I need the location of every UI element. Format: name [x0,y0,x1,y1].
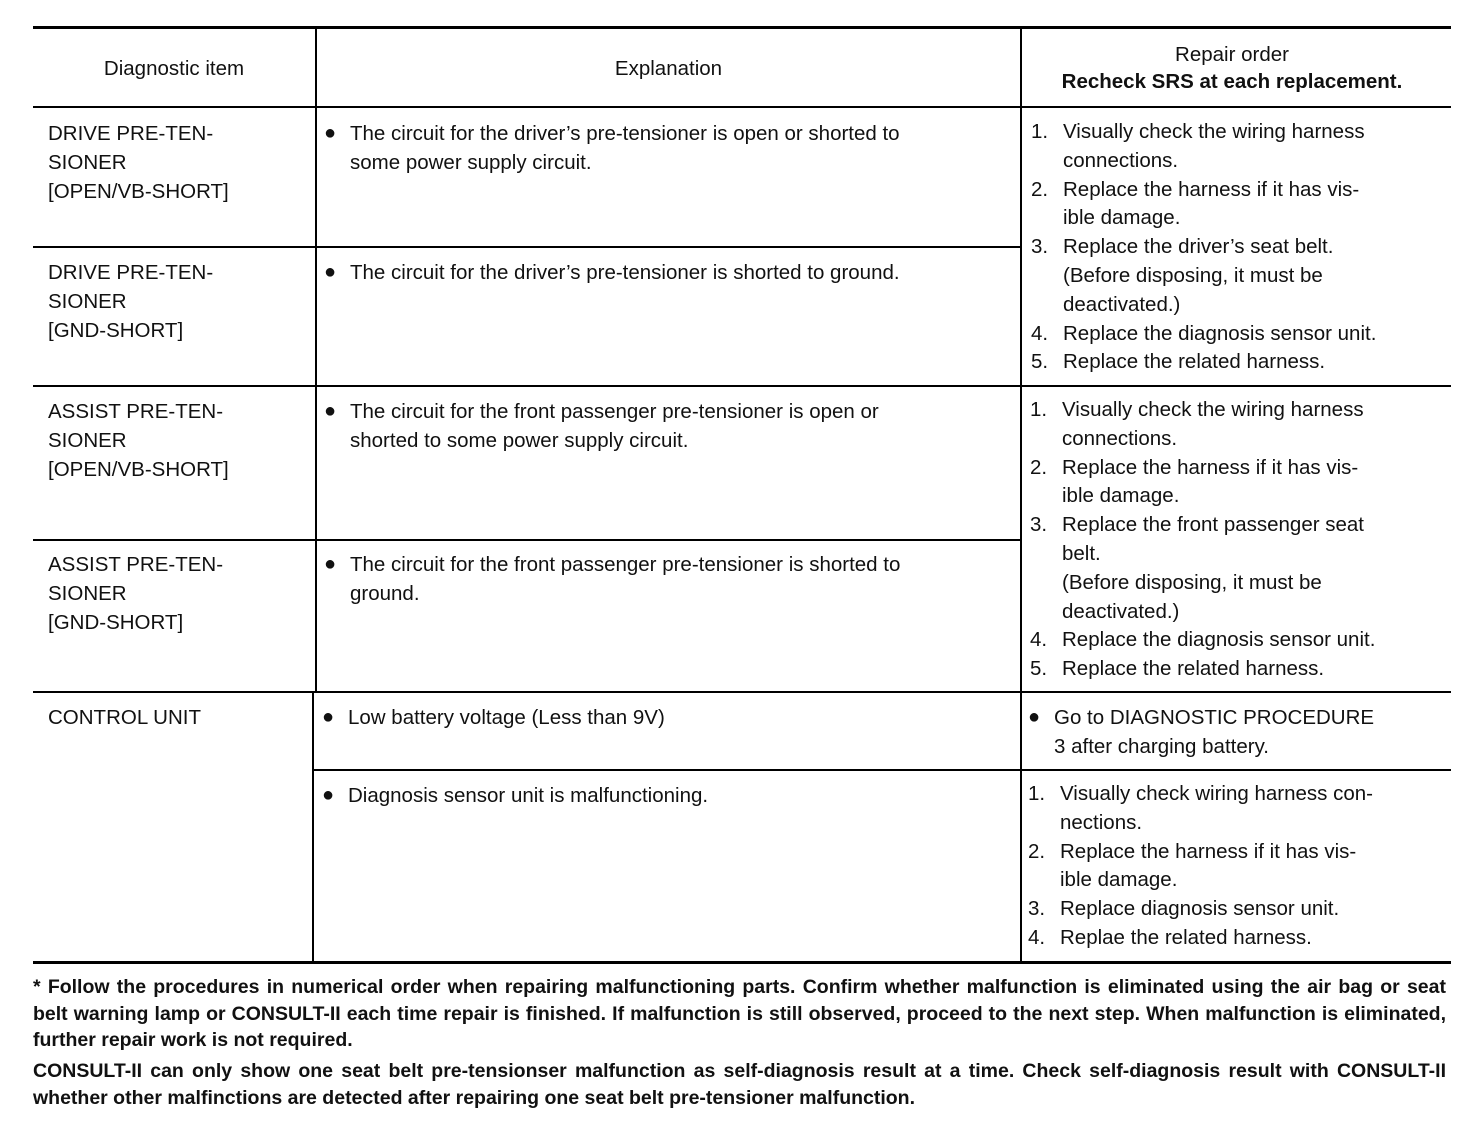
bullet-icon: ● [324,261,337,283]
row3-explanation-text: The circuit for the front passenger pre-tensioner is open or shorted to some power supply circuit. [350,400,879,452]
list-item: 3. Replace the front passenger seat belt. (Before disposing, it must be deactivated.) [1030,513,1364,623]
group2-bottom-rule [33,691,1451,693]
repair-battery-text: Go to DIAGNOSTIC PROCEDURE 3 after charging battery. [1054,706,1375,758]
header-diagnostic-item [33,55,315,82]
bullet-icon: ● [324,122,337,144]
list-item: 5. Replace the related harness. [1030,657,1325,681]
header-col3-subtitle: Recheck SRS at each replacement. [1061,70,1403,93]
list-item: 1. Visually check the wiring harness connections. [1031,120,1365,172]
row1-explanation-text: The circuit for the driver’s pre-tensioner is open or shorted to some power supply circuit. [350,122,900,174]
list-item: 4. Replace the diagnosis sensor unit. [1030,628,1376,652]
list-item: 4. Replace the diagnosis sensor unit. [1031,321,1377,345]
row5-explanation-battery-text: Low battery voltage (Less than 9V) [348,706,665,729]
list-item: 3. Replace the driver’s seat belt. (Before disposing, it must be deactivated.) [1031,235,1334,316]
passenger-repair-list [1030,396,1445,684]
list-item: 3. Replace diagnosis sensor unit. [1028,897,1340,921]
driver-repair-list [1031,118,1446,377]
footnote-consult: CONSULT-II can only show one seat belt pre-tensionser malfunction as self-diagnosis result at a time. Check self-diagnosis result with CONSULT-II whether other malfinctions are detected after repairing one seat belt pre-tensioner malfunction. [33,1060,1446,1109]
list-item: 2. Replace the harness if it has vis- ible damage. [1031,177,1360,230]
table-bottom-rule [33,961,1451,964]
header-col3-label: Repair order [1175,43,1289,66]
row2-explanation-text: The circuit for the driver’s pre-tensioner is shorted to ground. [350,261,900,284]
list-item: 5. Replace the related harness. [1031,350,1326,374]
header-col2-label: Explanation [614,57,723,80]
row4-explanation-text: The circuit for the front passenger pre-tensioner is shorted to ground. [350,553,901,605]
list-item: 1. Visually check the wiring harness connections. [1030,398,1364,450]
header-repair-order [1022,41,1442,95]
row1-divider [33,246,1021,248]
bullet-icon: ● [322,706,335,728]
list-item: 1. Visually check wiring harness con- nections. [1028,782,1373,834]
col1-right-rule-lower [312,691,314,963]
list-item: 2. Replace the harness if it has vis- ible damage. [1030,455,1359,508]
row2-diagnostic-item: DRIVE PRE-TEN- SIONER [GND-SHORT] [48,261,214,342]
sensor-repair-list [1028,780,1443,953]
list-item: 2. Replace the harness if it has vis- ible damage. [1028,839,1357,892]
bullet-icon: ● [324,400,337,422]
bullet-icon: ● [324,553,337,575]
control-unit-divider [313,769,1451,771]
bullet-icon: ● [322,784,335,806]
row5-diagnostic-item: CONTROL UNIT [48,706,201,729]
header-bottom-rule [33,106,1451,108]
col1-right-rule [315,29,317,691]
list-item: 4. Replae the related harness. [1028,925,1312,949]
group1-bottom-rule [33,385,1451,387]
row4-diagnostic-item: ASSIST PRE-TEN- SIONER [GND-SHORT] [48,553,224,634]
row1-diagnostic-item: DRIVE PRE-TEN- SIONER [OPEN/VB-SHORT] [48,122,229,203]
bullet-icon: ● [1028,706,1041,728]
footnote-procedure: * Follow the procedures in numerical order when repairing malfunctioning parts. Confirm whether malfunction is eliminated using the air bag or seat belt warning lamp or CONSULT-II each time repair is finished. If malfunction is still observed, proceed to the next step. When malfunction is eliminated, further repair work is not required. [33,976,1446,1051]
row3-divider [33,539,1021,541]
col2-right-rule [1020,29,1022,963]
row3-diagnostic-item: ASSIST PRE-TEN- SIONER [OPEN/VB-SHORT] [48,400,229,481]
header-explanation [317,55,1020,82]
header-col1-label: Diagnostic item [103,57,245,80]
table-top-rule [33,26,1451,29]
row5-explanation-sensor-text: Diagnosis sensor unit is malfunctioning. [348,784,709,807]
